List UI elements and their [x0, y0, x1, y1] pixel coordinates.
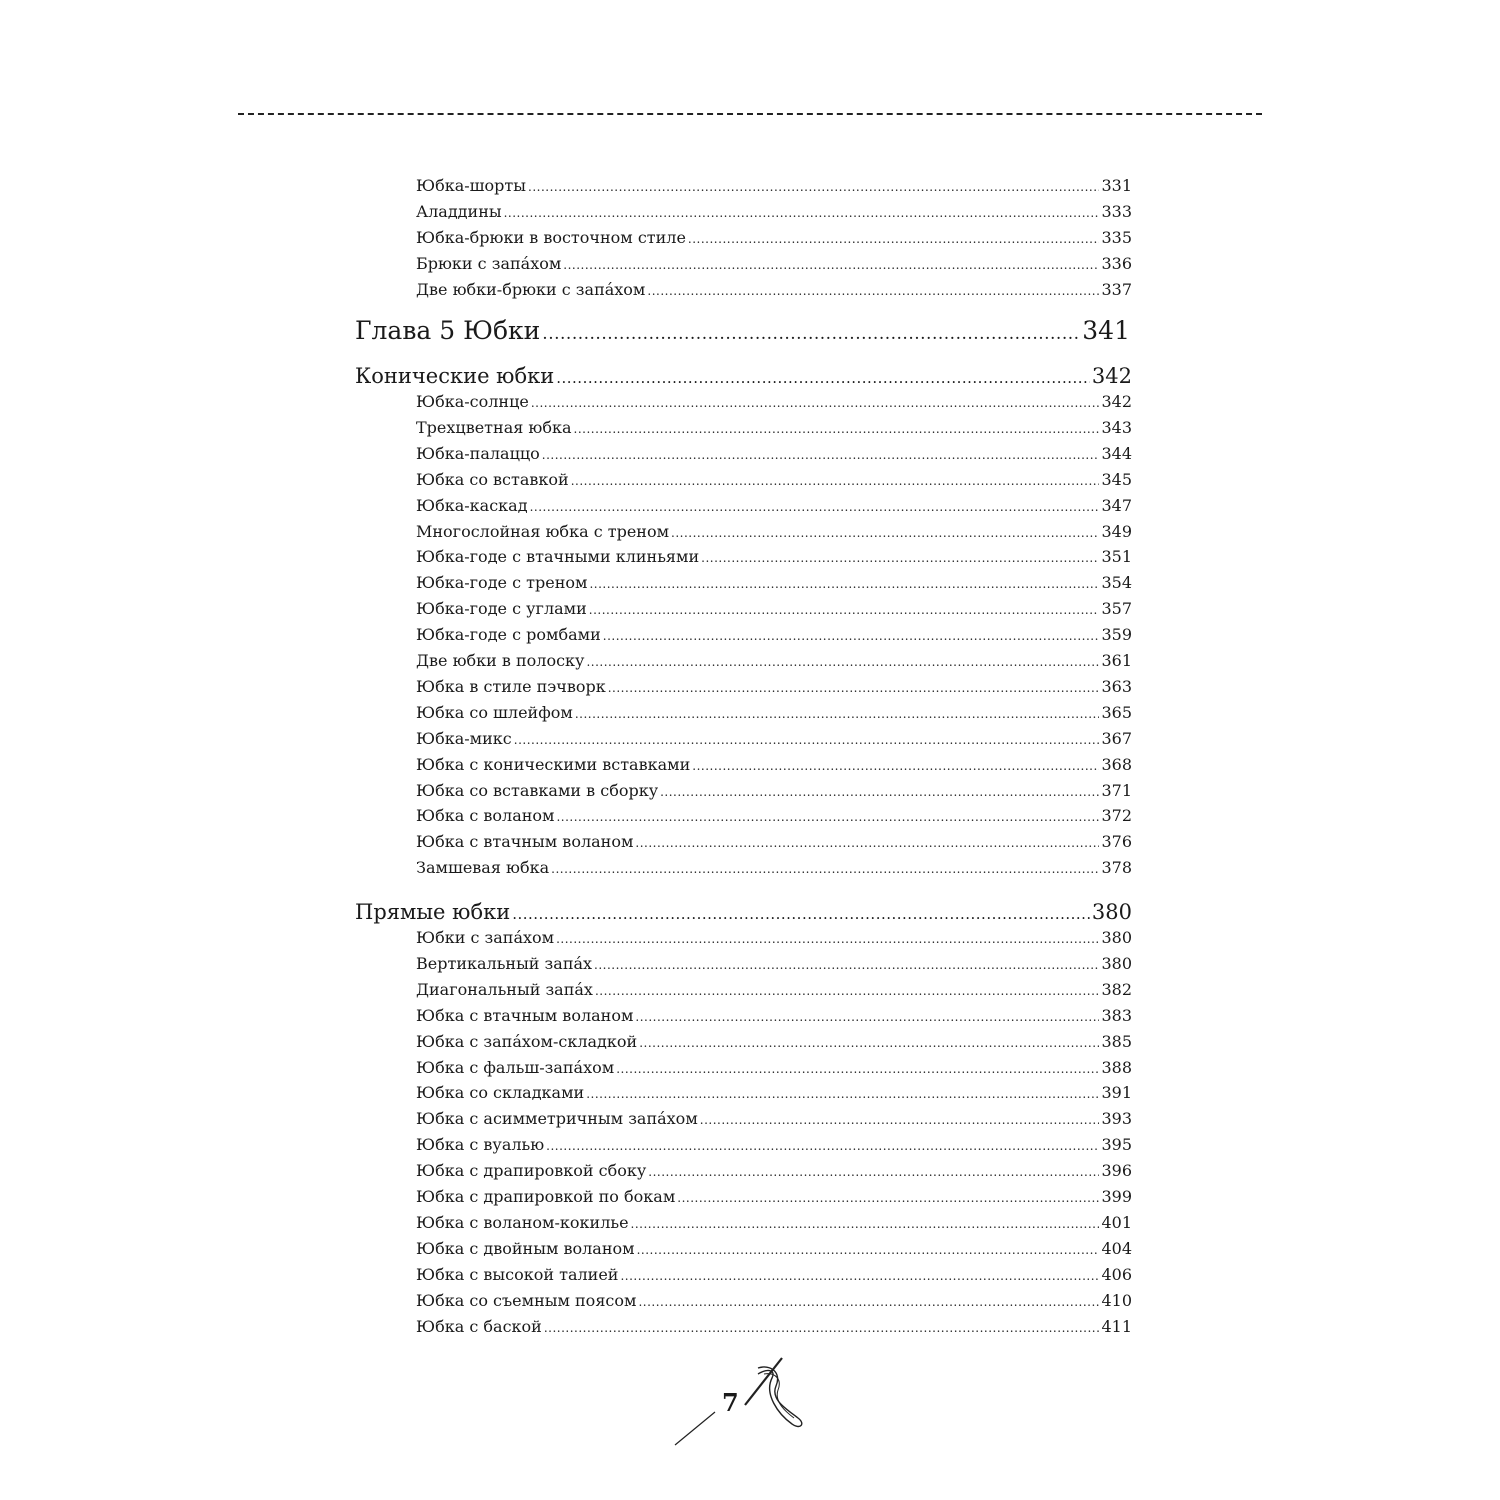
- toc-entry-page: 368: [1101, 754, 1132, 774]
- toc-leader-dots: [574, 418, 1100, 440]
- toc-entry-page: 345: [1101, 469, 1132, 489]
- toc-entry[interactable]: [416, 175, 1132, 197]
- toc-entry-title: Юбка-годе с втачными клиньями: [416, 547, 700, 567]
- toc-leader-dots: [556, 928, 1099, 950]
- page-number: 7: [722, 1388, 739, 1417]
- toc-entry-page: 406: [1101, 1264, 1132, 1284]
- toc-entry-page: 363: [1101, 676, 1132, 696]
- toc-entry[interactable]: [416, 1082, 1132, 1104]
- toc-entry[interactable]: [416, 201, 1132, 223]
- toc-entry-title: Юбка-годе с углами: [416, 599, 587, 619]
- toc-leader-dots: [639, 1032, 1099, 1054]
- toc-entry-page: 351: [1101, 547, 1132, 567]
- toc-leader-dots: [688, 228, 1100, 250]
- toc-leader-dots: [504, 202, 1100, 224]
- toc-leader-dots: [575, 703, 1100, 725]
- toc-entry-title: Юбка-брюки в восточном стиле: [416, 228, 686, 247]
- toc-entry-page: 342: [1101, 392, 1132, 411]
- toc-entry-page: 354: [1101, 573, 1132, 593]
- toc-leader-dots: [635, 1006, 1099, 1028]
- toc-chapter[interactable]: [355, 314, 1130, 348]
- toc-entry-title: Юбка с драпировкой сбоку: [416, 1161, 647, 1181]
- toc-leader-dots: [638, 1291, 1099, 1313]
- toc-leader-dots: [551, 858, 1099, 880]
- toc-entry-title: Юбка с фальш-запа́хом: [416, 1057, 615, 1077]
- toc-entry-page: 347: [1101, 495, 1132, 515]
- toc-entry-page: 357: [1101, 599, 1132, 619]
- toc-leader-dots: [542, 317, 1080, 351]
- toc-entry-title: Юбка-шорты: [416, 176, 527, 195]
- toc-entry-title: Юбка со вставкой: [416, 469, 569, 489]
- toc-entry-title: Юбка с запа́хом-складкой: [416, 1031, 638, 1051]
- toc-entry-title: Юбка-палаццо: [416, 443, 540, 463]
- toc-entry-title: Юбка с воланом-кокилье: [416, 1212, 629, 1232]
- toc-entry[interactable]: [416, 227, 1132, 249]
- toc-entry-page: 344: [1101, 443, 1132, 463]
- toc-entry-page: 396: [1101, 1161, 1132, 1181]
- toc-entry-title: Юбка с двойным воланом: [416, 1238, 635, 1258]
- toc-chapter-page: 341: [1082, 316, 1130, 345]
- toc-entry[interactable]: [416, 857, 1132, 879]
- toc-entry-page: 371: [1101, 780, 1132, 800]
- toc-leader-dots: [542, 444, 1100, 466]
- toc-entry-page: 336: [1101, 254, 1132, 273]
- toc-leader-dots: [586, 651, 1099, 673]
- toc-leader-dots: [671, 522, 1099, 544]
- toc-entry[interactable]: [416, 469, 1132, 491]
- toc-entry[interactable]: [416, 1290, 1132, 1312]
- toc-entry[interactable]: [416, 676, 1132, 698]
- toc-entry-title: Юбка со вставками в сборку: [416, 780, 659, 800]
- toc-leader-dots: [514, 729, 1100, 751]
- toc-entry-page: 380: [1101, 953, 1132, 973]
- toc-entry-title: Две юбки-брюки с запа́хом: [416, 280, 646, 299]
- toc-entry-page: 380: [1101, 928, 1132, 947]
- toc-leader-dots: [677, 1187, 1099, 1209]
- toc-entry-page: 372: [1101, 806, 1132, 826]
- toc-entry-title: Юбка с баской: [416, 1316, 542, 1336]
- toc-leader-dots: [648, 1161, 1099, 1183]
- toc-entry-page: 337: [1101, 280, 1132, 299]
- toc-leader-dots: [512, 900, 1090, 928]
- toc-chapter-title: Глава 5 Юбки: [355, 316, 541, 345]
- toc-leader-dots: [647, 280, 1099, 302]
- toc-section-conic[interactable]: [355, 362, 1132, 390]
- toc-entry-title: Трехцветная юбка: [416, 417, 572, 437]
- toc-section-straight[interactable]: [355, 898, 1132, 926]
- toc-entry[interactable]: [416, 805, 1132, 827]
- toc-entry[interactable]: [416, 1212, 1132, 1234]
- toc-entry[interactable]: [416, 253, 1132, 275]
- toc-entry[interactable]: [416, 1005, 1132, 1027]
- toc-entry-page: 361: [1101, 651, 1132, 670]
- toc-leader-dots: [595, 980, 1100, 1002]
- toc-entry-title: Юбка с драпировкой по бокам: [416, 1187, 676, 1206]
- toc-section-page: 380: [1091, 900, 1132, 924]
- toc-entry[interactable]: [416, 624, 1132, 646]
- toc-entry[interactable]: [416, 598, 1132, 620]
- toc-entry-page: 382: [1101, 979, 1132, 999]
- toc-leader-dots: [556, 806, 1099, 828]
- toc-entry[interactable]: [416, 831, 1132, 853]
- toc-entry-title: Юбки с запа́хом: [416, 928, 555, 947]
- toc-entry-page: 367: [1101, 728, 1132, 748]
- toc-entry[interactable]: [416, 979, 1132, 1001]
- toc-section-title: Прямые юбки: [355, 900, 511, 924]
- toc-leader-dots: [608, 677, 1100, 699]
- toc-leader-dots: [544, 1317, 1100, 1339]
- toc-entry-page: 383: [1101, 1005, 1132, 1025]
- toc-entry[interactable]: [416, 495, 1132, 517]
- toc-section-page: 342: [1091, 364, 1132, 388]
- toc-entry-title: Юбка-годе с ромбами: [416, 625, 601, 645]
- toc-entry[interactable]: [416, 1186, 1132, 1208]
- toc-entry[interactable]: [416, 702, 1132, 724]
- toc-entry-page: 401: [1101, 1212, 1132, 1232]
- toc-entry-page: 385: [1101, 1031, 1132, 1051]
- toc-entry-page: 378: [1101, 858, 1132, 878]
- toc-entry-page: 343: [1101, 417, 1132, 437]
- toc-entry-title: Юбка в стиле пэчворк: [416, 676, 606, 696]
- toc-leader-dots: [701, 547, 1099, 569]
- toc-leader-dots: [589, 573, 1099, 595]
- toc-leader-dots: [528, 176, 1099, 198]
- toc-entry-page: 365: [1101, 702, 1132, 722]
- toc-leader-dots: [620, 1265, 1099, 1287]
- toc-entry-title: Брюки с запа́хом: [416, 254, 562, 273]
- toc-entry[interactable]: [416, 1238, 1132, 1260]
- toc-leader-dots: [563, 254, 1099, 276]
- toc-entry[interactable]: [416, 391, 1132, 413]
- toc-entry-title: Юбка с коническими вставками: [416, 754, 691, 774]
- toc-leader-dots: [631, 1213, 1100, 1235]
- toc-entry-title: Юбка-годе с треном: [416, 573, 588, 593]
- toc-entry[interactable]: [416, 279, 1132, 301]
- toc-entry[interactable]: [416, 1057, 1132, 1079]
- toc-entry[interactable]: [416, 1160, 1132, 1182]
- toc-entry[interactable]: [416, 1134, 1132, 1156]
- toc-leader-dots: [660, 781, 1099, 803]
- toc-entry-page: 395: [1101, 1135, 1132, 1155]
- toc-leader-dots: [637, 1239, 1100, 1261]
- toc-entry[interactable]: [416, 443, 1132, 465]
- toc-entry-page: 331: [1101, 176, 1132, 195]
- toc-entry-title: Многослойная юбка с треном: [416, 521, 670, 541]
- toc-entry[interactable]: [416, 572, 1132, 594]
- toc-entry-title: Юбка со съемным поясом: [416, 1290, 637, 1310]
- toc-leader-dots: [589, 599, 1100, 621]
- toc-entry[interactable]: [416, 417, 1132, 439]
- toc-entry-page: 349: [1101, 521, 1132, 541]
- toc-entry-page: 399: [1101, 1187, 1132, 1206]
- toc-leader-dots: [692, 755, 1099, 777]
- toc-leader-dots: [571, 470, 1100, 492]
- toc-entry-title: Юбка с вуалью: [416, 1135, 545, 1155]
- toc-entry-page: 359: [1101, 625, 1132, 645]
- toc-entry-page: 393: [1101, 1109, 1132, 1129]
- toc-leader-dots: [530, 496, 1100, 518]
- toc-entry-title: Аладдины: [416, 202, 502, 221]
- toc-entry-title: Диагональный запа́х: [416, 979, 593, 999]
- toc-leader-dots: [635, 832, 1099, 854]
- toc-entry-page: 391: [1101, 1083, 1132, 1103]
- toc-entry-title: Замшевая юбка: [416, 858, 550, 878]
- toc-entry-page: 376: [1101, 832, 1132, 852]
- toc-leader-dots: [531, 392, 1100, 414]
- toc-entry-title: Юбка-солнце: [416, 392, 529, 411]
- toc-entry-title: Юбка с асимметричным запа́хом: [416, 1109, 698, 1129]
- toc-entry-title: Юбка-микс: [416, 728, 512, 748]
- toc-entry-title: Юбка с втачным воланом: [416, 1005, 634, 1025]
- toc-section-title: Конические юбки: [355, 364, 555, 388]
- toc-entry-page: 410: [1101, 1290, 1132, 1310]
- toc-entry-title: Юбка со складками: [416, 1083, 585, 1103]
- toc-leader-dots: [700, 1109, 1100, 1131]
- needle-ornament-icon: [660, 1350, 820, 1450]
- toc-entry-page: 335: [1101, 228, 1132, 247]
- toc-leader-dots: [603, 625, 1100, 647]
- toc-entry-page: 333: [1101, 202, 1132, 221]
- toc-entry-title: Юбка-каскад: [416, 495, 528, 515]
- toc-entry-page: 411: [1101, 1316, 1132, 1336]
- toc-entry-title: Две юбки в полоску: [416, 651, 585, 670]
- toc-entry-page: 404: [1101, 1238, 1132, 1258]
- toc-entry-page: 388: [1101, 1057, 1132, 1077]
- toc-entry[interactable]: [416, 927, 1132, 949]
- toc-leader-dots: [586, 1083, 1099, 1105]
- toc-entry-title: Юбка с втачным воланом: [416, 832, 634, 852]
- toc-entry-title: Юбка со шлейфом: [416, 702, 573, 722]
- toc-entry[interactable]: [416, 521, 1132, 543]
- toc-entry[interactable]: [416, 728, 1132, 750]
- toc-entry[interactable]: [416, 650, 1132, 672]
- toc-entry[interactable]: [416, 1316, 1132, 1338]
- toc-entry-title: Юбка с воланом: [416, 806, 555, 826]
- toc-entry[interactable]: [416, 546, 1132, 568]
- toc-leader-dots: [546, 1135, 1099, 1157]
- toc-entry-title: Вертикальный запа́х: [416, 953, 593, 973]
- toc-leader-dots: [616, 1058, 1099, 1080]
- toc-entry[interactable]: [416, 754, 1132, 776]
- toc-entry[interactable]: [416, 1031, 1132, 1053]
- toc-leader-dots: [556, 364, 1090, 392]
- toc-entry[interactable]: [416, 780, 1132, 802]
- toc-leader-dots: [594, 954, 1099, 976]
- toc-entry[interactable]: [416, 1264, 1132, 1286]
- toc-entry[interactable]: [416, 953, 1132, 975]
- toc-entry-title: Юбка с высокой талией: [416, 1264, 619, 1284]
- toc-entry[interactable]: [416, 1108, 1132, 1130]
